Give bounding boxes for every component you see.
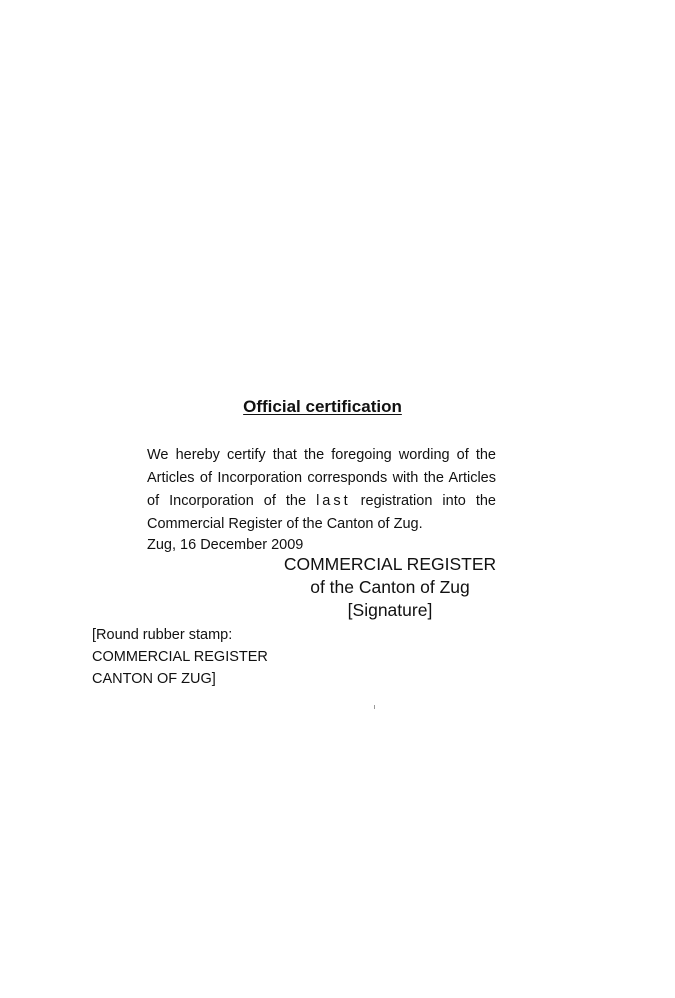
stamp-line-3: CANTON OF ZUG] <box>92 671 216 687</box>
register-canton: of the Canton of Zug <box>310 577 470 597</box>
certification-paragraph <box>147 444 496 536</box>
page-title: Official certification <box>243 397 402 416</box>
certification-text-part1: We hereby certify that the foregoing wording of the Articles of Incorporation corresponds with the Articles of Incorporation of the <box>147 447 496 509</box>
scan-speck <box>374 705 375 709</box>
register-signature-block <box>240 553 540 622</box>
rubber-stamp-note <box>92 624 268 690</box>
date-line: Zug, 16 December 2009 <box>147 537 304 553</box>
certification-text-spaced-word: last <box>316 493 351 509</box>
certification-text-part2: registration into the Commercial Register of the Canton of Zug. <box>147 493 496 532</box>
stamp-line-1: [Round rubber stamp: <box>92 627 233 643</box>
register-name: COMMERCIAL REGISTER <box>283 554 497 574</box>
stamp-line-2: COMMERCIAL REGISTER <box>92 649 268 665</box>
signature-placeholder: [Signature] <box>347 600 433 620</box>
